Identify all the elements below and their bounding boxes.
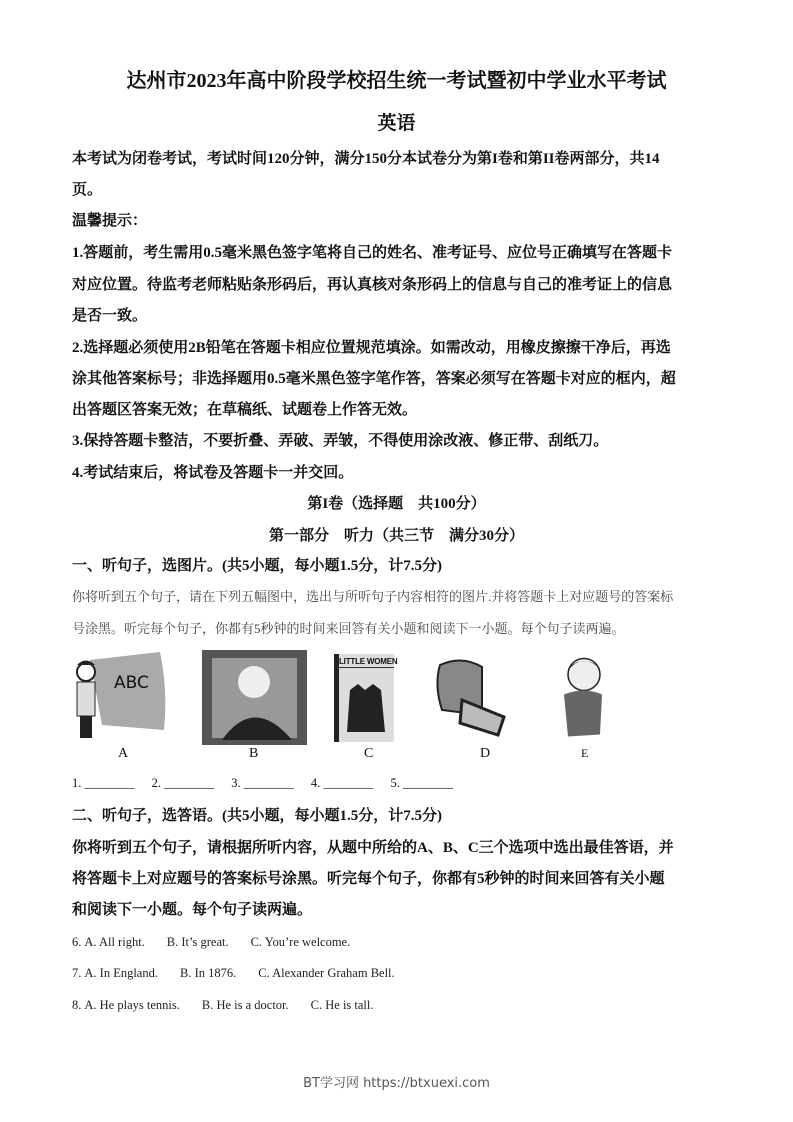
option: A. He plays tennis. — [84, 998, 180, 1012]
subject-title: 英语 — [377, 113, 416, 134]
tip-line: 对应位置。待监考老师粘贴条形码后，再认真核对条形码上的信息与自己的准考证上的信息 — [72, 277, 673, 293]
option: C. You’re welcome. — [250, 935, 351, 949]
option: B. In 1876. — [179, 966, 237, 980]
picture-label: A — [118, 746, 129, 761]
picture-label: C — [364, 746, 374, 761]
answer-blank[interactable]: 4. ________ — [310, 776, 374, 790]
option: C. Alexander Graham Bell. — [258, 966, 395, 980]
question-7 — [72, 964, 417, 982]
intro-line: 本考试为闭卷考试，考试时间120分钟，满分150分本试卷分为第I卷和第II卷两部分，共14 — [72, 151, 660, 167]
answer-blank[interactable]: 2. ________ — [151, 776, 215, 790]
option: B. It’s great. — [166, 935, 229, 949]
section2-instructions: 和阅读下一小题。每个句子读两遍。 — [72, 902, 313, 918]
question-6 — [72, 933, 372, 951]
little-women-book-picture — [334, 654, 398, 742]
question-number: 7. — [72, 966, 82, 980]
answer-blank[interactable]: 1. ________ — [72, 776, 135, 790]
section1-heading: 一、听句子，选图片。(共5小题，每小题1.5分，计7.5分) — [72, 558, 442, 574]
bread-picture — [432, 650, 512, 745]
question-number: 8. — [72, 998, 82, 1012]
tip-line: 3.保持答题卡整洁，不要折叠、弄破、弄皱，不得使用涂改液、修正带、刮纸刀。 — [72, 433, 609, 449]
volume-heading: 第I卷（选择题 共100分） — [307, 496, 486, 512]
section1-instructions: 号涂黑。听完每个句子，你都有5秒钟的时间来回答有关小题和阅读下一小题。每个句子读两遍。 — [72, 621, 625, 636]
answer-blanks — [72, 776, 467, 791]
tip-line: 4.考试结束后，将试卷及答题卡一并交回。 — [72, 465, 354, 481]
intro-line: 页。 — [72, 182, 103, 198]
option: A. In England. — [84, 966, 158, 980]
tip-line: 涂其他答案标号；非选择题用0.5毫米黑色签字笔作答，答案必须写在答题卡对应的框内，超 — [72, 371, 676, 387]
answer-blank[interactable]: 3. ________ — [231, 776, 294, 790]
book-title: LITTLE WOMEN — [339, 657, 398, 666]
picture-label: E — [581, 746, 589, 760]
board-text: ABC — [114, 673, 149, 693]
question-number: 6. — [72, 935, 82, 949]
sick-boy-picture — [552, 650, 612, 745]
anime-girl-picture — [202, 650, 307, 745]
question-8 — [72, 996, 396, 1014]
section2-instructions: 你将听到五个句子，请根据所听内容，从题中所给的A、B、C三个选项中选出最佳答语，并 — [72, 840, 674, 856]
teacher-blackboard-picture — [72, 650, 172, 745]
option: B. He is a doctor. — [201, 998, 289, 1012]
picture-label: B — [249, 746, 259, 761]
option: C. He is tall. — [310, 998, 374, 1012]
tip-line: 出答题区答案无效；在草稿纸、试题卷上作答无效。 — [72, 402, 418, 418]
answer-blank[interactable]: 5. ________ — [390, 776, 453, 790]
footer-watermark: BT学习网 https://btxuexi.com — [303, 1076, 490, 1091]
book-cover-figures — [339, 670, 394, 740]
tip-line: 2.选择题必须使用2B铅笔在答题卡相应位置规范填涂。如需改动，用橡皮擦擦干净后，再选 — [72, 340, 671, 356]
part-heading: 第一部分 听力（共三节 满分30分） — [268, 528, 524, 544]
exam-title: 达州市2023年高中阶段学校招生统一考试暨初中学业水平考试 — [126, 70, 667, 92]
picture-label: D — [480, 746, 491, 761]
tips-heading: 温馨提示： — [72, 213, 148, 229]
tip-line: 是否一致。 — [72, 308, 148, 324]
section2-instructions: 将答题卡上对应题号的答案标号涂黑。听完每个句子，你都有5秒钟的时间来回答有关小题 — [72, 871, 665, 887]
section1-instructions: 你将听到五个句子，请在下列五幅图中，选出与所听句子内容相符的图片.并将答题卡上对应题号的答案标 — [72, 589, 674, 604]
section2-heading: 二、听句子，选答语。(共5小题，每小题1.5分，计7.5分) — [72, 808, 442, 824]
option: A. All right. — [84, 935, 145, 949]
tip-line: 1.答题前，考生需用0.5毫米黑色签字笔将自己的姓名、准考证号、应位号正确填写在答题卡 — [72, 245, 673, 261]
